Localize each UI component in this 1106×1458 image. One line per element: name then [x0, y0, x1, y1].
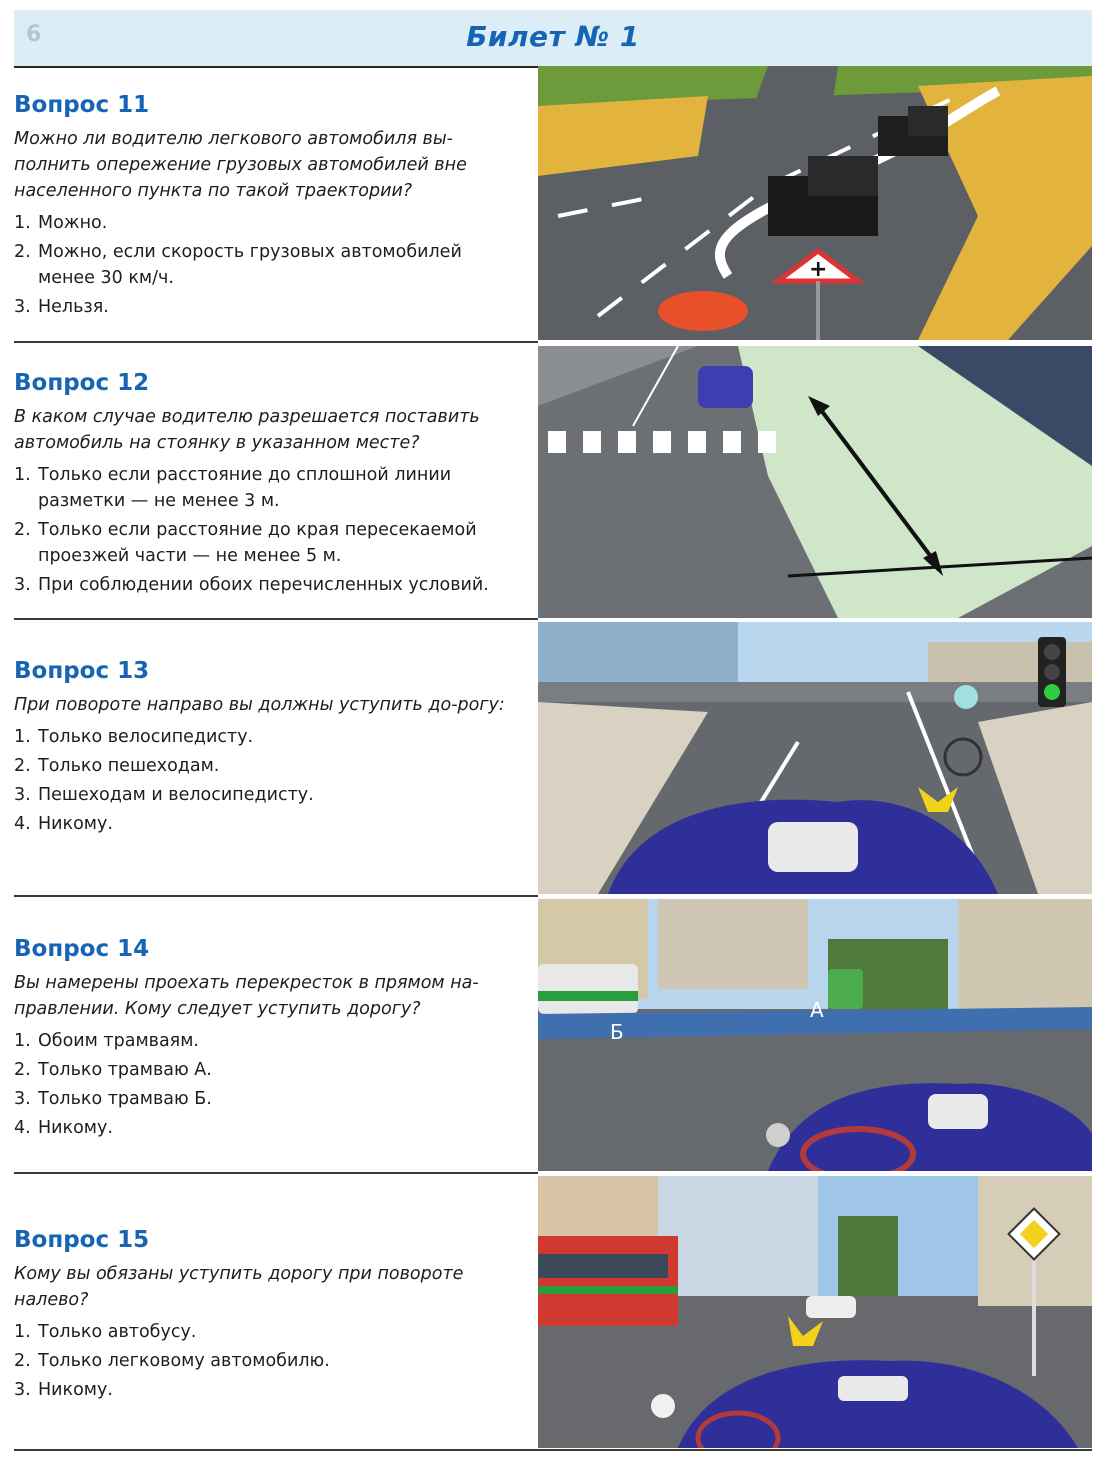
- question-title: Вопрос 14: [14, 936, 150, 962]
- answer-option[interactable]: 2. Только легковому автомобилю.: [14, 1351, 330, 1371]
- answer-option[interactable]: 4. Никому.: [14, 814, 113, 834]
- answer-option[interactable]: 2. Только трамваю А.: [14, 1060, 212, 1080]
- illustration-intersection-trams: [538, 899, 1092, 1171]
- ticket-title: Билет № 1: [466, 20, 640, 53]
- answer-list: [14, 724, 519, 837]
- divider: [14, 895, 538, 897]
- question-text: В каком случае водителю разрешается поставить автомобиль на стоянку в указанном месте?: [14, 407, 480, 453]
- answer-list: [14, 1028, 519, 1141]
- question-text: Вы намерены проехать перекресток в прямом на-правлении. Кому следует уступить дорогу?: [14, 973, 479, 1019]
- divider: [14, 618, 538, 620]
- divider: [14, 1172, 538, 1174]
- svg-text:Б: Б: [610, 1020, 624, 1044]
- question-text: Можно ли водителю легкового автомобиля вы-полнить опережение грузовых автомобилей вне населенного пункта по такой траектории?: [14, 129, 467, 201]
- answer-option[interactable]: 1. Обоим трамваям.: [14, 1031, 199, 1051]
- page-header: [14, 10, 1092, 68]
- answer-option[interactable]: 3. При соблюдении обоих перечисленных условий.: [14, 575, 489, 595]
- illustration-left-turn-bus: [538, 1176, 1092, 1448]
- page-number: 6: [26, 22, 42, 47]
- answer-option[interactable]: 2. Можно, если скорость грузовых автомобилей менее 30 км/ч.: [14, 242, 462, 288]
- divider: [14, 341, 538, 343]
- svg-text:А: А: [810, 998, 824, 1022]
- illustration-parking-crosswalk: [538, 346, 1092, 618]
- question-title: Вопрос 12: [14, 370, 150, 396]
- answer-list: [14, 1319, 519, 1403]
- answer-option[interactable]: 3. Пешеходам и велосипедисту.: [14, 785, 314, 805]
- tram-b-label: [610, 1020, 624, 1044]
- answer-option[interactable]: 1. Только автобусу.: [14, 1322, 197, 1342]
- answer-option[interactable]: 3. Нельзя.: [14, 297, 109, 317]
- question-title: Вопрос 11: [14, 92, 150, 118]
- question-text: Кому вы обязаны уступить дорогу при повороте налево?: [14, 1264, 464, 1310]
- answer-option[interactable]: 2. Только если расстояние до края пересекаемой проезжей части — не менее 5 м.: [14, 520, 477, 566]
- tram-a-label: [810, 998, 824, 1022]
- svg-text:+: +: [809, 257, 828, 282]
- answer-option[interactable]: 1. Только велосипедисту.: [14, 727, 254, 747]
- answer-option[interactable]: 2. Только пешеходам.: [14, 756, 220, 776]
- question-text: При повороте направо вы должны уступить до-рогу:: [14, 695, 505, 715]
- question-title: Вопрос 13: [14, 658, 150, 684]
- page-bottom-rule: [14, 1449, 1092, 1451]
- question-title: Вопрос 15: [14, 1227, 150, 1253]
- answer-list: [14, 462, 519, 598]
- answer-option[interactable]: 4. Никому.: [14, 1118, 113, 1138]
- answer-list: [14, 210, 519, 320]
- illustration-right-turn: [538, 622, 1092, 894]
- answer-option[interactable]: 3. Никому.: [14, 1380, 113, 1400]
- answer-option[interactable]: 1. Можно.: [14, 213, 108, 233]
- answer-option[interactable]: 1. Только если расстояние до сплошной линии разметки — не менее 3 м.: [14, 465, 452, 511]
- answer-option[interactable]: 3. Только трамваю Б.: [14, 1089, 212, 1109]
- illustration-road-overtaking: [538, 66, 1092, 340]
